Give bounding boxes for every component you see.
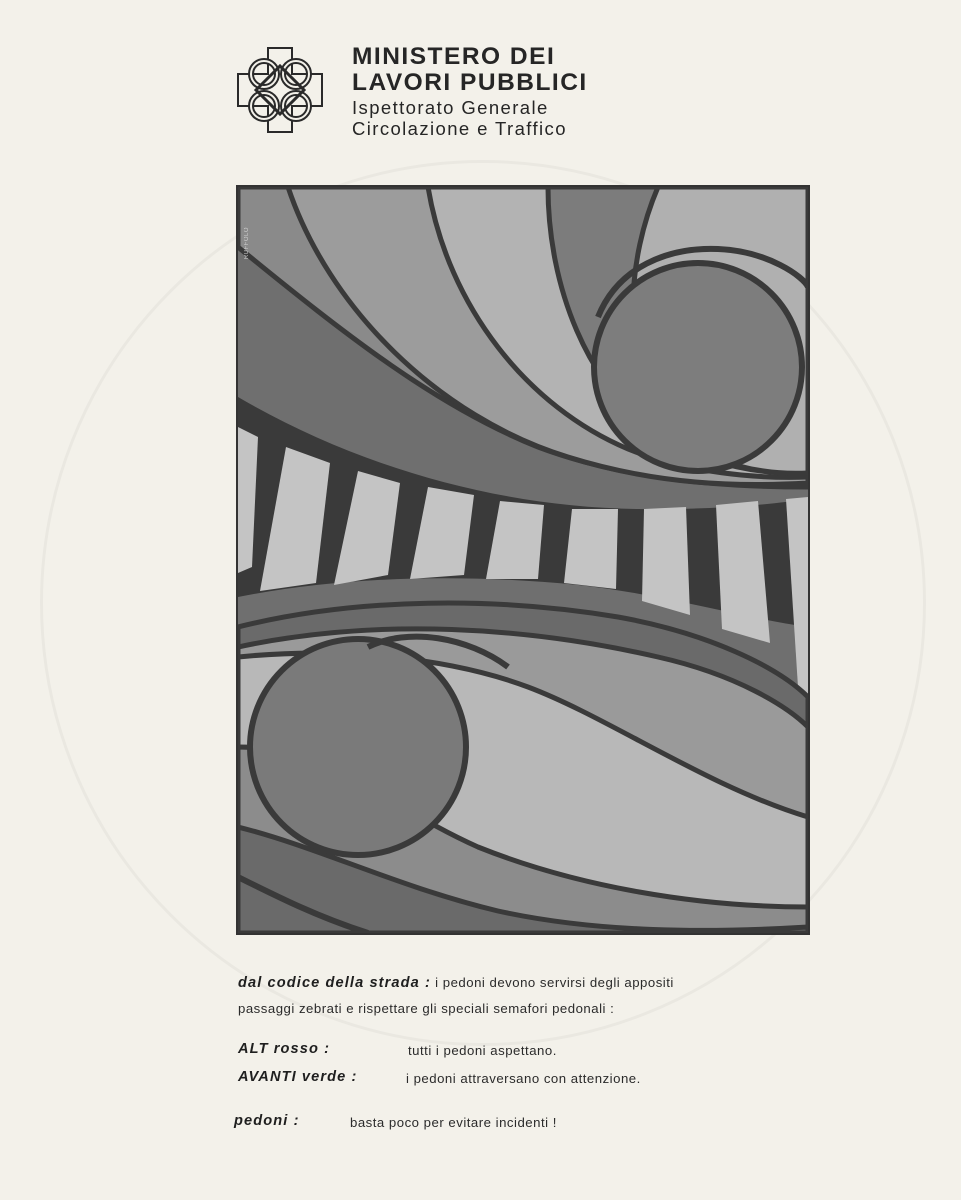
header-text (352, 44, 588, 139)
artwork-graphic (238, 187, 808, 933)
rule-text-avanti: i pedoni attraversano con attenzione. (406, 1071, 641, 1086)
closing-label: pedoni : (234, 1113, 300, 1129)
ministry-logo (234, 44, 326, 136)
rule-label-avanti: AVANTI verde : (238, 1069, 358, 1085)
intro-label: dal codice della strada : (238, 975, 431, 991)
ministry-name-line1: MINISTERO DEI (352, 43, 556, 70)
rule-label-alt: ALT rosso : (238, 1041, 331, 1057)
intro-line1 (238, 970, 838, 996)
ministry-name-line2: LAVORI PUBBLICI (352, 69, 588, 96)
intro-text-line1: i pedoni devono servirsi degli appositi (435, 975, 674, 990)
department-line2: Circolazione e Traffico (352, 118, 567, 139)
closing-text: basta poco per evitare incidenti ! (350, 1115, 557, 1130)
department-line1: Ispettorato Generale (352, 97, 549, 118)
zebra-crossing-artwork (236, 185, 810, 935)
intro-text-line2: passaggi zebrati e rispettare gli speciali semafori pedonali : (238, 1001, 615, 1016)
caption-intro (238, 970, 838, 1022)
artist-signature: RUFFOLO (244, 227, 250, 260)
rule-text-alt: tutti i pedoni aspettano. (408, 1043, 557, 1058)
